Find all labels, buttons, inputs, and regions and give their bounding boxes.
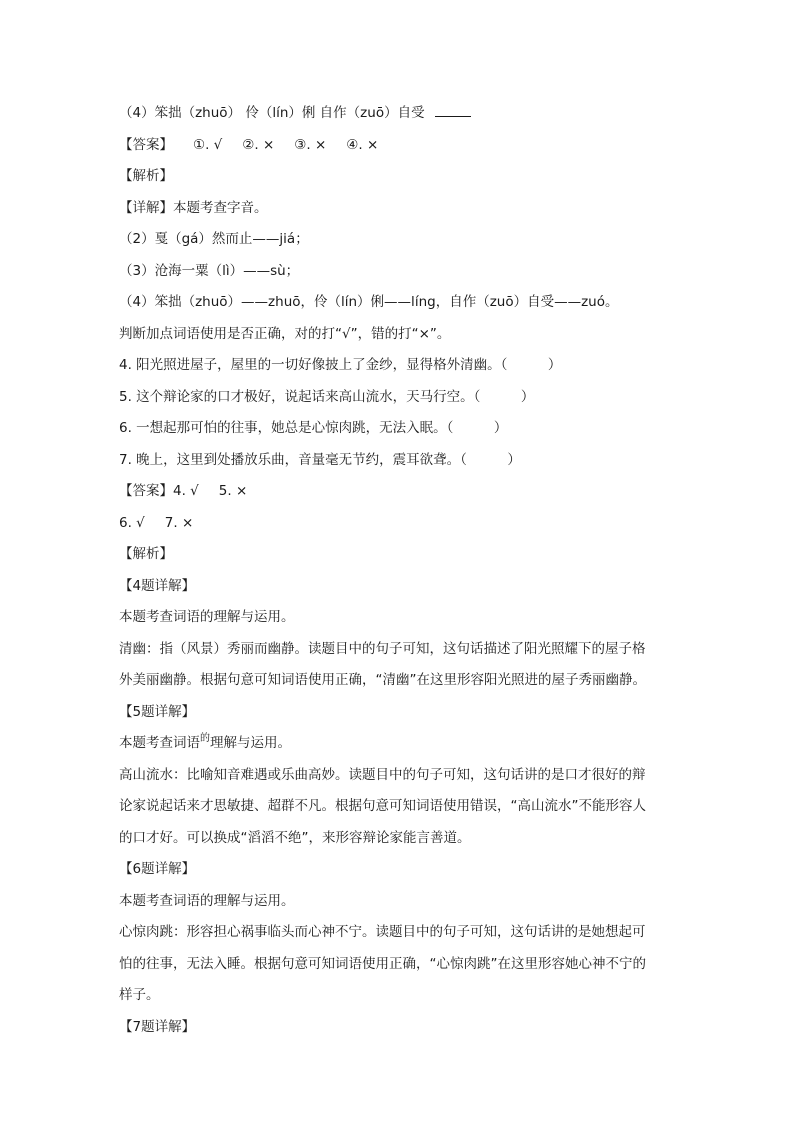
question-7: 7. 晚上，这里到处播放乐曲，音量毫无节约，震耳欲聋。（ ） xyxy=(119,452,521,468)
answer-line-2 xyxy=(119,482,247,500)
text-part: 理解与运用。 xyxy=(210,735,291,751)
answer-blank xyxy=(435,104,471,117)
q4-detail-heading: 【4题详解】 xyxy=(119,578,196,594)
q5-detail-line-4: 的口才好。可以换成“滔滔不绝”，来形容辩论家能言善道。 xyxy=(119,830,471,846)
text-part: 本题考查词语 xyxy=(119,735,200,751)
answer-item: 4. √ xyxy=(173,483,199,499)
analysis-heading-1: 【解析】 xyxy=(119,168,173,184)
detail-text: 本题考查字音。 xyxy=(173,200,268,216)
q4-detail-line-3: 外美丽幽静。根据句意可知词语使用正确，“清幽”在这里形容阳光照进的屋子秀丽幽静。 xyxy=(119,672,646,688)
question-4-pinyin-line xyxy=(119,104,471,122)
q4-detail-line-2: 清幽：指（风景）秀丽而幽静。读题目中的句子可知，这句话描述了阳光照耀下的屋子格 xyxy=(119,641,646,657)
q5-detail-line-2: 高山流水：比喻知音难遇或乐曲高妙。读题目中的句子可知，这句话讲的是口才很好的辩 xyxy=(119,767,646,783)
q5-detail-line-1 xyxy=(119,734,291,754)
q5-detail-line-3: 论家说起话来才思敏捷、超群不凡。根据句意可知词语使用错误，“高山流水”不能形容人 xyxy=(119,798,646,814)
q6-detail-line-2: 心惊肉跳：形容担心祸事临头而心神不宁。读题目中的句子可知，这句话讲的是她想起可 xyxy=(119,924,646,940)
answer-label: 【答案】 xyxy=(119,483,173,499)
answer-item: 5. × xyxy=(218,483,248,499)
question-4: 4. 阳光照进屋子，屋里的一切好像披上了金纱，显得格外清幽。（ ） xyxy=(119,357,562,373)
detail-label: 【详解】 xyxy=(119,200,173,216)
answer-item: 6. √ xyxy=(119,515,145,531)
q6-detail-line-4: 样子。 xyxy=(119,987,160,1003)
pinyin-correction-2: （2）戛（gá）然而止——jiá； xyxy=(119,231,309,247)
q4-detail-line-1: 本题考查词语的理解与运用。 xyxy=(119,609,295,625)
answer-item: ③. × xyxy=(294,137,327,153)
superscript-char: 的 xyxy=(200,733,210,744)
question-text: （4）笨拙（zhuō） 伶（lín）俐 自作（zuō）自受 xyxy=(119,105,425,121)
question-5: 5. 这个辩论家的口才极好，说起话来高山流水，天马行空。（ ） xyxy=(119,389,535,405)
answer-item: ②. × xyxy=(242,137,275,153)
instruction-line: 判断加点词语使用是否正确，对的打“√”，错的打“×”。 xyxy=(119,326,451,342)
q6-detail-line-1: 本题考查词语的理解与运用。 xyxy=(119,893,295,909)
answer-line-3 xyxy=(119,514,193,532)
analysis-heading-2: 【解析】 xyxy=(119,546,173,562)
q5-detail-heading: 【5题详解】 xyxy=(119,704,196,720)
detail-line-1 xyxy=(119,199,268,217)
q7-detail-heading: 【7题详解】 xyxy=(119,1019,196,1035)
answer-label: 【答案】 xyxy=(119,137,173,153)
q6-detail-heading: 【6题详解】 xyxy=(119,861,196,877)
pinyin-correction-3: （3）沧海一粟（lì）——sù； xyxy=(119,263,300,279)
answer-item: ①. √ xyxy=(193,137,223,153)
answer-item: ④. × xyxy=(346,137,379,153)
answer-line-1 xyxy=(119,136,378,154)
q6-detail-line-3: 怕的往事，无法入睡。根据句意可知词语使用正确，“心惊肉跳”在这里形容她心神不宁的 xyxy=(119,956,646,972)
question-6: 6. 一想起那可怕的往事，她总是心惊肉跳，无法入眠。（ ） xyxy=(119,420,508,436)
pinyin-correction-4: （4）笨拙（zhuō）——zhuō，伶（lín）俐——líng，自作（zuō）自受——zuó。 xyxy=(119,294,619,310)
answer-item: 7. × xyxy=(164,515,194,531)
